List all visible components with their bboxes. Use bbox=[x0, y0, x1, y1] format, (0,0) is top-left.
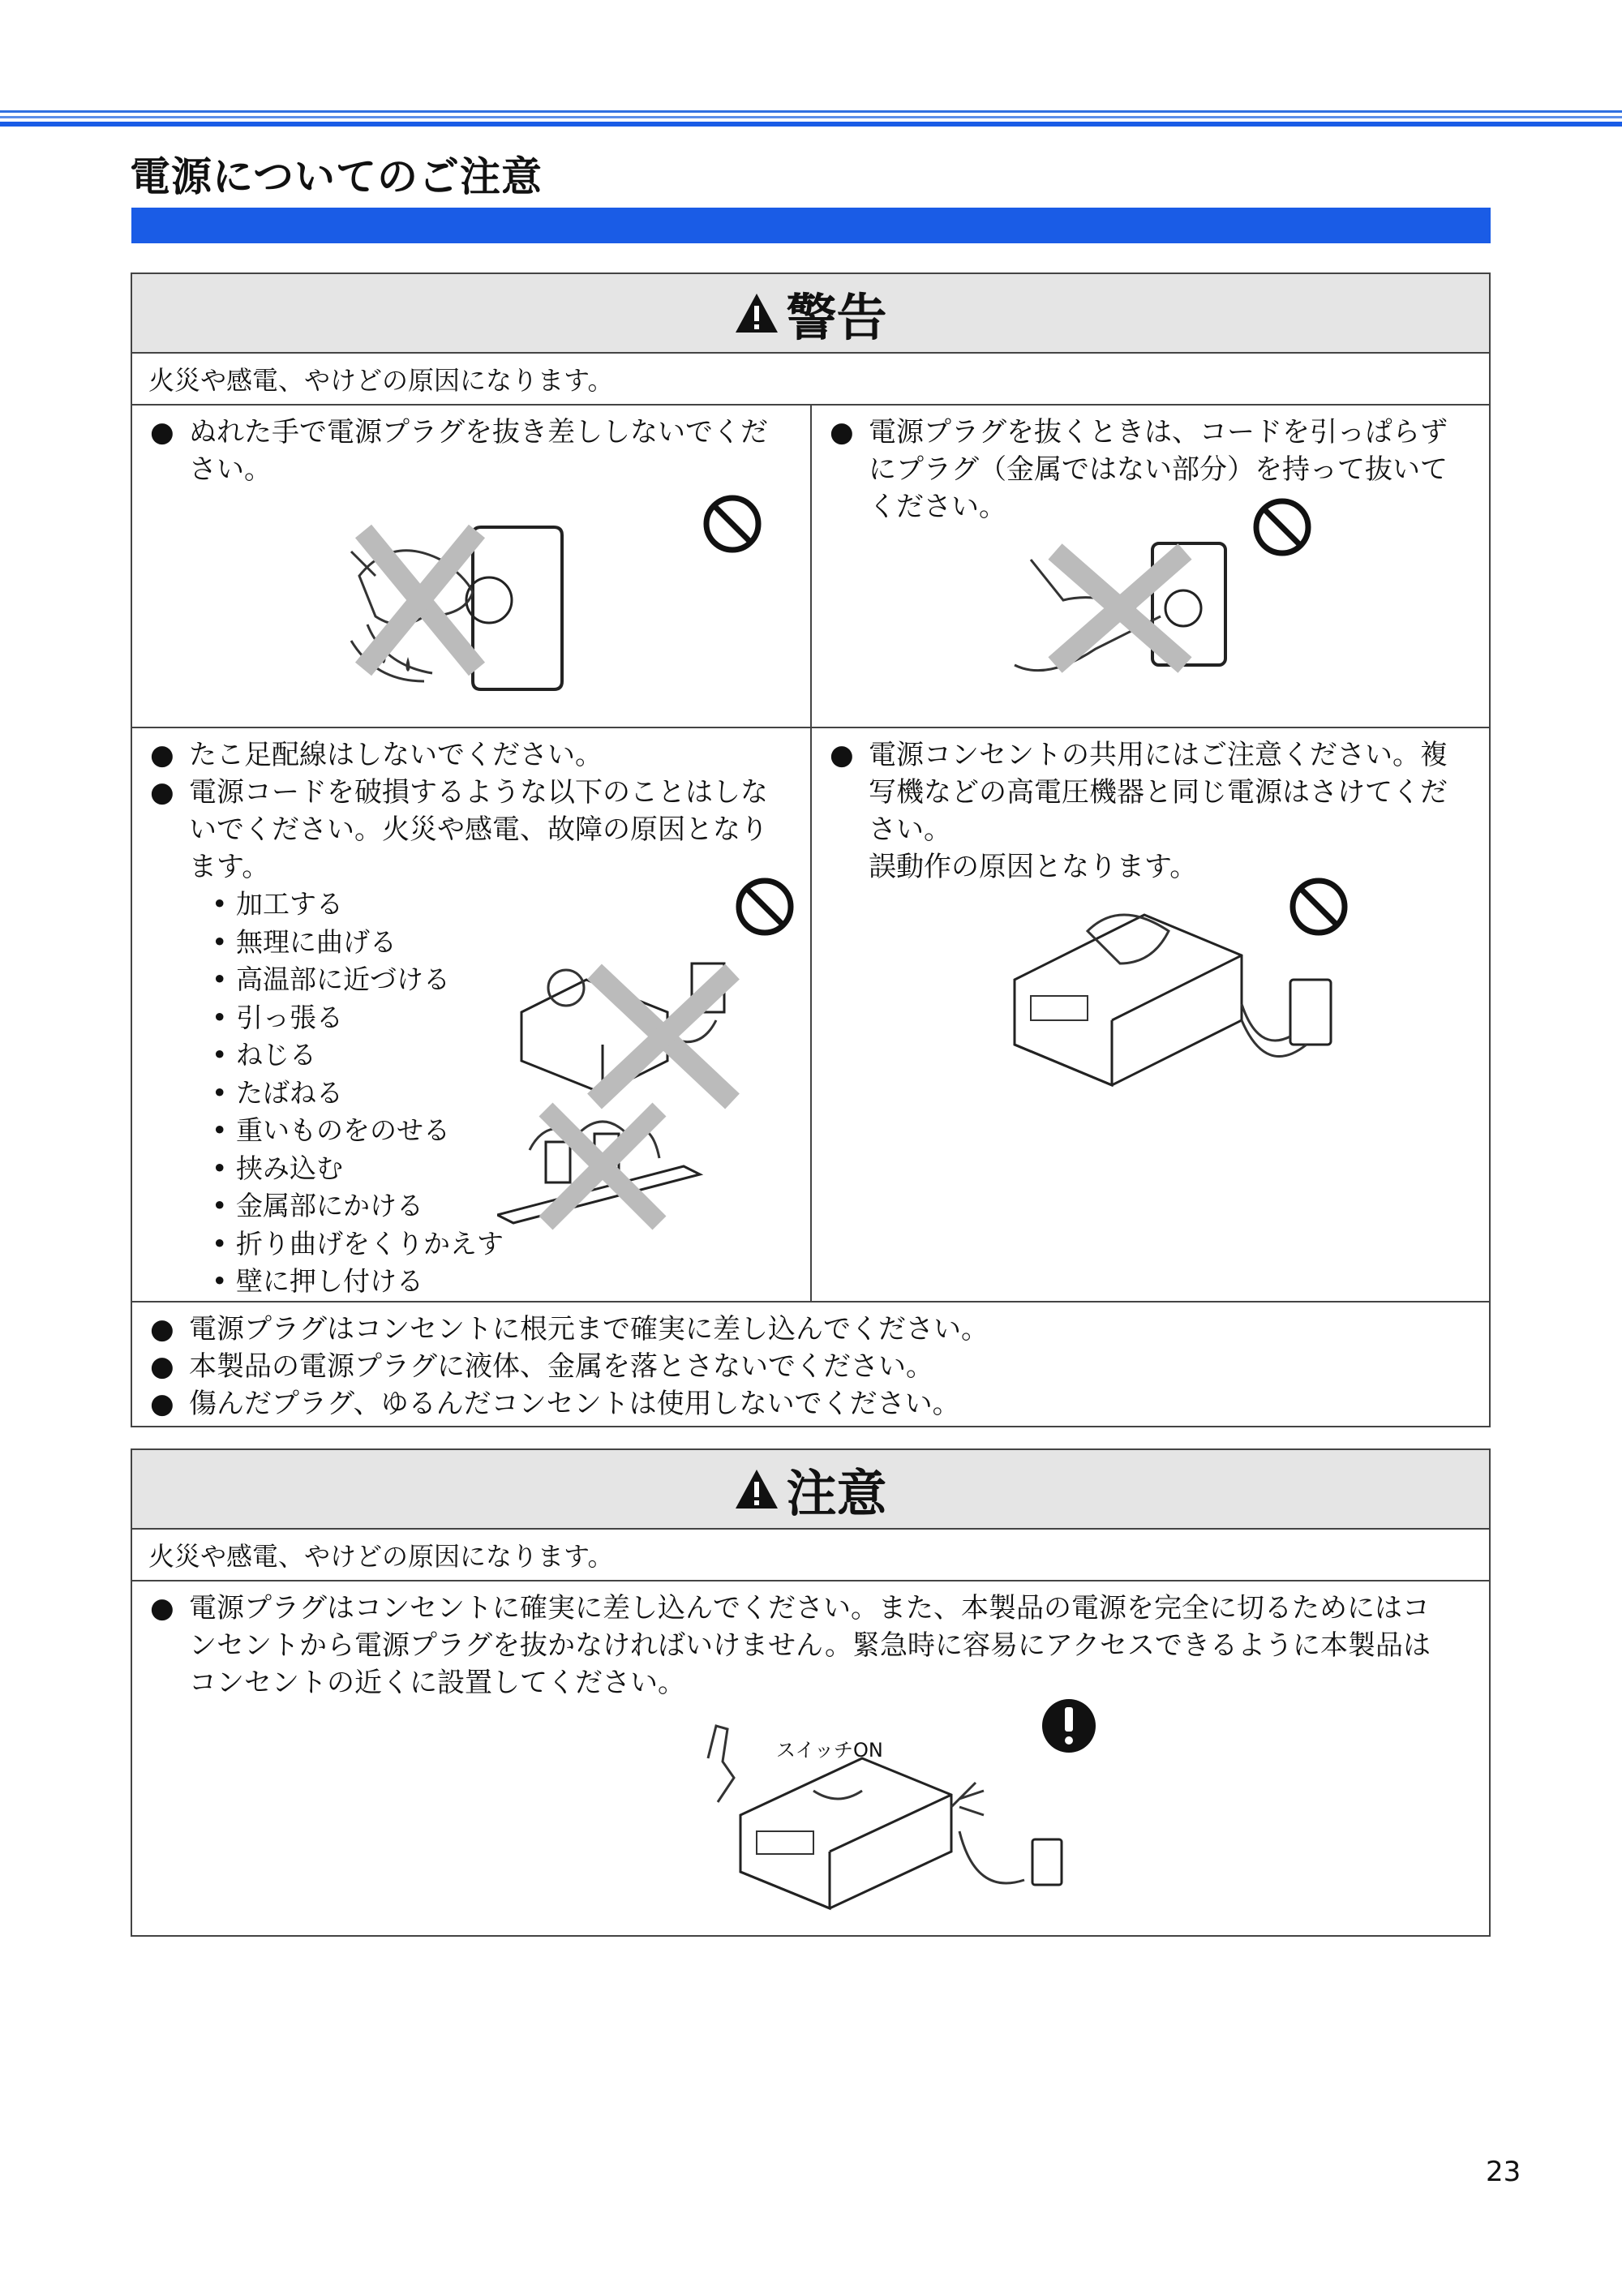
title-bar bbox=[131, 208, 1491, 243]
list-item: • 挟み込む bbox=[212, 1152, 343, 1184]
octopus-wiring-text: ● たこ足配線はしないでください。 bbox=[132, 736, 810, 774]
warning-box bbox=[131, 273, 1491, 1427]
shared-outlet-text: ● 電源コンセントの共用にはご注意ください。複 写機などの高電圧機器と同じ電源はさけてくだ さい。 誤動作の原因となります。 bbox=[812, 736, 1489, 886]
caution-header bbox=[132, 1450, 1489, 1530]
list-item: ● 傷んだプラグ、ゆるんだコンセントは使用しないでください。 bbox=[150, 1388, 960, 1420]
list-item: • 金属部にかける bbox=[212, 1190, 423, 1221]
wet-hands-cell bbox=[132, 406, 812, 727]
cord-damage-text: ● 電源コードを破損するような以下のことはしな いでください。火災や感電、故障の原因となり ます。 bbox=[132, 774, 810, 886]
list-item: • 重いものをのせる bbox=[212, 1114, 450, 1146]
prohibition-icon bbox=[700, 491, 765, 556]
printer-switch-on-illustration bbox=[692, 1718, 1081, 1912]
extension-cord-cell bbox=[132, 728, 812, 1301]
warning-row-1 bbox=[132, 406, 1489, 728]
list-item: • 折り曲げをくりかえす bbox=[212, 1227, 504, 1260]
caution-label: 注意 bbox=[786, 1463, 887, 1523]
pull-cord-illustration bbox=[998, 527, 1242, 689]
list-item: • ねじる bbox=[212, 1039, 316, 1071]
warning-triangle-icon bbox=[734, 292, 779, 334]
caution-triangle-icon bbox=[734, 1468, 779, 1510]
warning-label: 警告 bbox=[786, 287, 887, 347]
bullet-icon: ● bbox=[150, 776, 174, 809]
caution-intro: 火災や感電、やけどの原因になります。 bbox=[132, 1530, 1489, 1581]
list-item: • 引っ張る bbox=[212, 1001, 343, 1033]
printer-shared-outlet-illustration bbox=[998, 882, 1355, 1093]
warning-row-2 bbox=[132, 728, 1489, 1302]
wet-hand-plug-illustration bbox=[327, 495, 635, 697]
list-item: ● 本製品の電源プラグに液体、金属を落とさないでください。 bbox=[150, 1350, 933, 1383]
page-title: 電源についてのご注意 bbox=[130, 153, 543, 200]
shared-outlet-cell bbox=[812, 728, 1489, 1301]
caution-box bbox=[131, 1448, 1491, 1937]
caution-text: ● 電源プラグはコンセントに確実に差し込んでください。また、本製品の電源を完全に切るためにはコ ンセントから電源プラグを抜かなければいけません。緊急時に容易にアクセスできるように本製品は コンセントの近くに設置してください。 bbox=[132, 1590, 1489, 1702]
list-item: • 無理に曲げる bbox=[212, 925, 397, 958]
list-item: ● 電源プラグはコンセントに根元まで確実に差し込んでください。 bbox=[150, 1313, 989, 1345]
list-item: • 壁に押し付ける bbox=[212, 1265, 423, 1297]
list-item: • たばねる bbox=[212, 1076, 343, 1109]
switch-on-label: スイッチON bbox=[776, 1739, 883, 1762]
bullet-icon: ● bbox=[150, 416, 174, 448]
bullet-icon: ● bbox=[830, 739, 854, 771]
pull-plug-text: ● 電源プラグを抜くときは、コードを引っぱらず にプラグ（金属ではない部分）を持って抜いて ください。 bbox=[812, 414, 1489, 526]
bullet-icon: ● bbox=[150, 739, 174, 771]
warning-intro: 火災や感電、やけどの原因になります。 bbox=[132, 354, 1489, 406]
list-item: • 加工する bbox=[212, 888, 343, 920]
pull-plug-cell bbox=[812, 406, 1489, 727]
bullet-icon: ● bbox=[830, 416, 854, 448]
wet-hands-text: ● ぬれた手で電源プラグを抜き差ししないでくだ さい。 bbox=[132, 414, 810, 488]
prohibition-icon bbox=[1250, 495, 1315, 560]
warning-header bbox=[132, 274, 1489, 354]
overloaded-outlet-illustration bbox=[497, 923, 805, 1264]
warning-general-list bbox=[132, 1302, 1489, 1423]
bullet-icon: ● bbox=[150, 1592, 174, 1624]
page-number: 23 bbox=[1486, 2156, 1521, 2188]
list-item: • 高温部に近づける bbox=[212, 963, 450, 995]
